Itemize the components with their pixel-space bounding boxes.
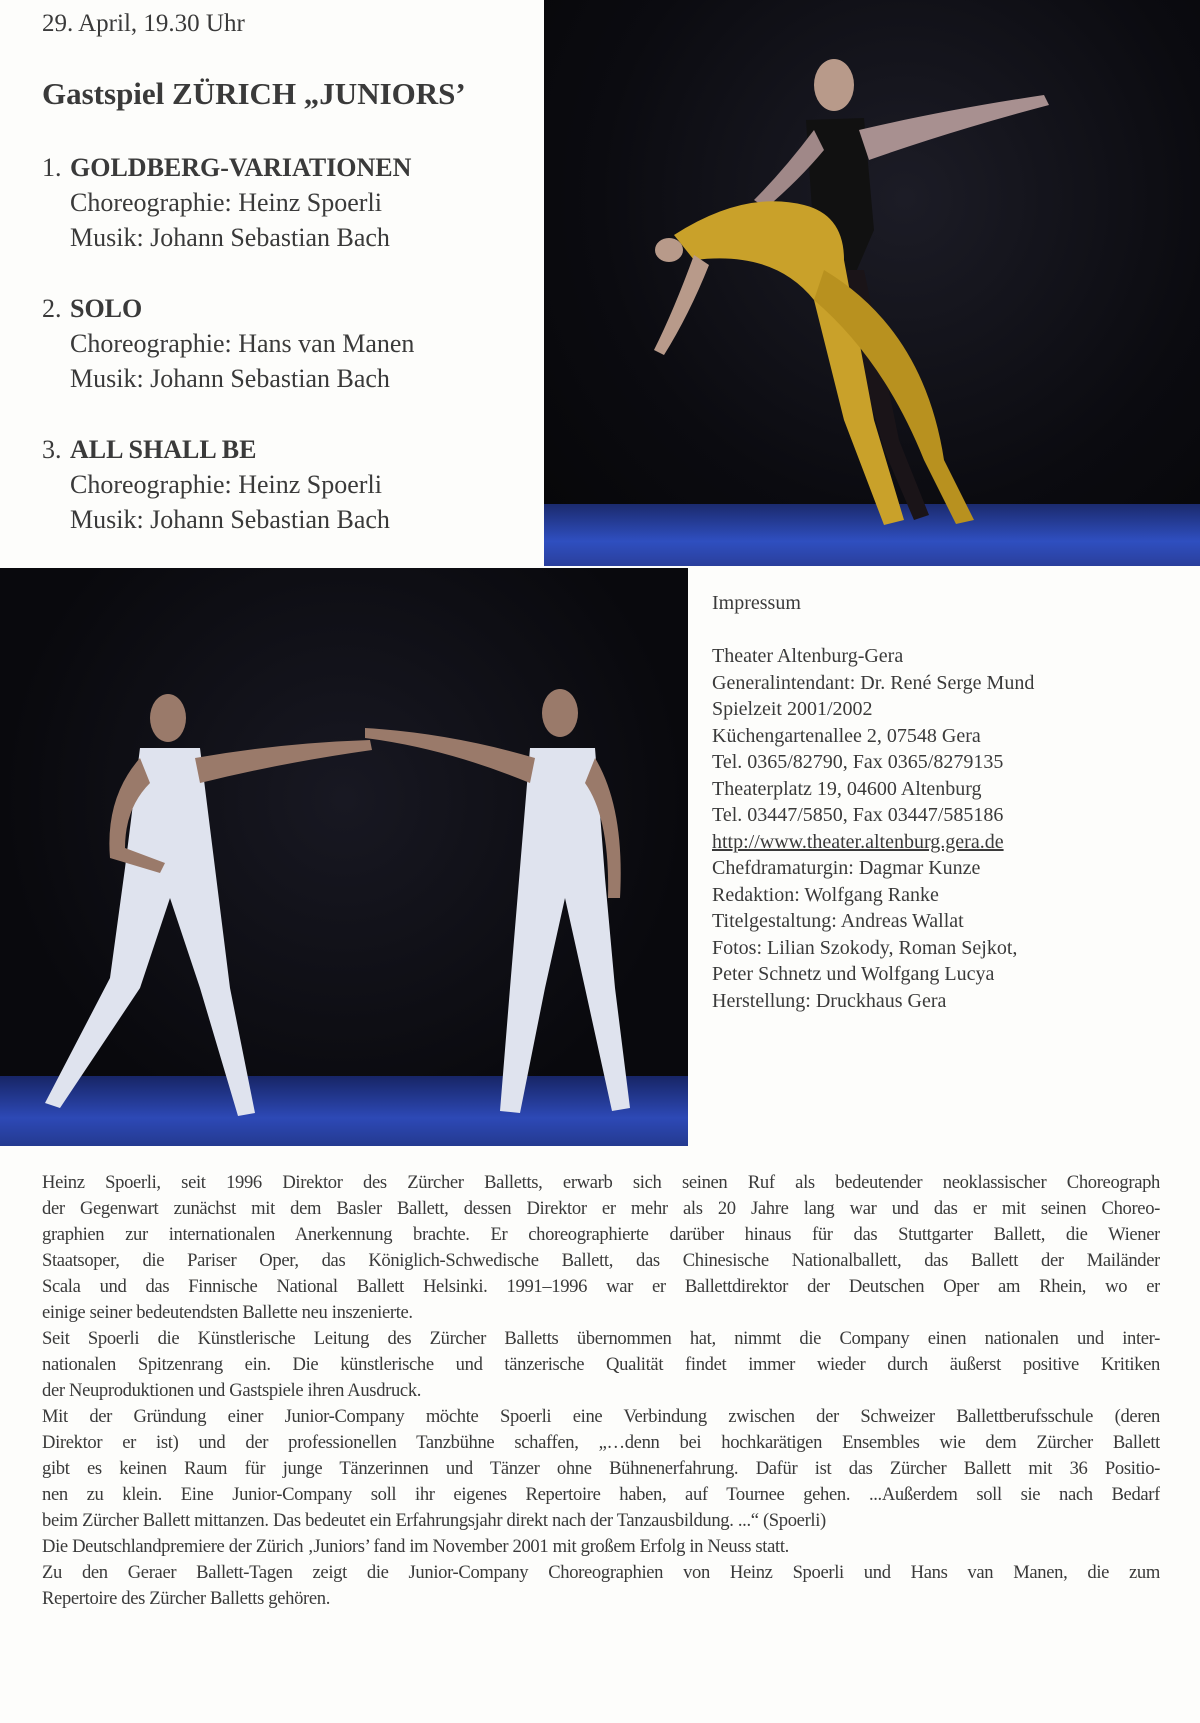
program-number: 2. — [42, 294, 62, 323]
body-text — [42, 1170, 1160, 1612]
impressum-line: Spielzeit 2001/2002 — [712, 698, 873, 720]
impressum-line: Küchengartenallee 2, 07548 Gera — [712, 724, 981, 747]
theater-website-link[interactable]: http://www.theater.altenburg.gera.de — [712, 830, 1004, 853]
body-line: Seit Spoerli die Künstlerische Leitung des Zürcher Balletts übernommen hat, nimmt die Company einen nationalen und inter- — [42, 1328, 1160, 1349]
body-line: Scala und das Finnische National Ballett Helsinki. 1991–1996 war er Ballettdirektor der Deutschen Oper am Rhein, wo er — [42, 1276, 1160, 1297]
body-line: beim Zürcher Ballett mittanzen. Das bedeutet ein Erfahrungsjahr direkt nach der Tanzausbildung. ...“ (Spoerli) — [42, 1510, 826, 1531]
body-line: Direktor er ist) und der professionellen Tanzbühne schaffen, „…denn bei hochkarätigen Ensembles wie dem Zürcher Ballett — [42, 1432, 1160, 1453]
body-line: Die Deutschlandpremiere der Zürich ‚Juniors’ fand im November 2001 mit großem Erfolg in Neuss statt. — [42, 1536, 789, 1557]
impressum-line: Peter Schnetz und Wolfgang Lucya — [712, 963, 995, 985]
impressum-line: Theater Altenburg-Gera — [712, 645, 904, 667]
body-line: Mit der Gründung einer Junior-Company möchte Spoerli eine Verbindung zwischen der Schweizer Ballettberufsschule (deren — [42, 1406, 1160, 1427]
impressum-line: Tel. 03447/5850, Fax 03447/585186 — [712, 804, 1004, 826]
program-name: SOLO — [70, 294, 143, 323]
body-line: einige seiner bedeutendsten Ballette neu inszenierte. — [42, 1302, 413, 1323]
program-item-3 — [42, 432, 390, 537]
impressum-line: Fotos: Lilian Szokody, Roman Sejkot, — [712, 936, 1018, 959]
program-number: 3. — [42, 435, 62, 464]
impressum-line: Generalintendant: Dr. René Serge Mund — [712, 671, 1035, 694]
program-number: 1. — [42, 153, 62, 182]
program-item-2 — [42, 291, 414, 396]
impressum-line: Chefdramaturgin: Dagmar Kunze — [712, 857, 981, 879]
dance-photo-duet — [544, 0, 1200, 566]
impressum-line: Herstellung: Druckhaus Gera — [712, 989, 947, 1012]
impressum — [712, 590, 1034, 1014]
program-music: Musik: Johann Sebastian Bach — [70, 505, 390, 534]
program-music: Musik: Johann Sebastian Bach — [70, 223, 390, 252]
dance-photo-two-men — [0, 568, 688, 1146]
program-choreography: Choreographie: Heinz Spoerli — [70, 470, 382, 499]
impressum-line: Titelgestaltung: Andreas Wallat — [712, 910, 964, 932]
body-line: gibt es keinen Raum für junge Tänzerinnen und Tänzer ohne Bühnenerfahrung. Dafür ist das Zürcher Ballett mit 36 Positio- — [42, 1458, 1160, 1479]
impressum-line: Theaterplatz 19, 04600 Altenburg — [712, 777, 982, 800]
body-line: graphien zur internationalen Anerkennung brachte. Er choreographierte darüber hinaus für das Stuttgarter Ballett, die Wiener — [42, 1224, 1160, 1245]
impressum-line: Redaktion: Wolfgang Ranke — [712, 883, 939, 906]
body-line: nen zu klein. Eine Junior-Company soll ihr eigenes Repertoire haben, auf Tournee gehen. ...Außerdem soll sie nach Bedarf — [42, 1484, 1160, 1505]
program-name: GOLDBERG-VARIATIONEN — [70, 153, 412, 182]
page-title: Gastspiel ZÜRICH „JUNIORS’ — [42, 76, 466, 111]
body-line: Repertoire des Zürcher Balletts gehören. — [42, 1588, 331, 1609]
body-line: Staatsoper, die Pariser Oper, das Königlich-Schwedische Ballett, das Chinesische Nationalballett, das Ballett der Mailänder — [42, 1250, 1160, 1271]
body-line: nationalen Spitzenrang ein. Die künstlerische und tänzerische Qualität findet immer wieder durch äußerst positive Kritiken — [42, 1354, 1160, 1375]
body-line: Zu den Geraer Ballett-Tagen zeigt die Junior-Company Choreographien von Heinz Spoerli und Hans van Manen, die zum — [42, 1562, 1160, 1583]
impressum-heading: Impressum — [712, 592, 801, 614]
impressum-line: Tel. 0365/82790, Fax 0365/8279135 — [712, 751, 1004, 773]
program-item-1 — [42, 150, 411, 255]
program-music: Musik: Johann Sebastian Bach — [70, 364, 390, 393]
program-name: ALL SHALL BE — [70, 435, 257, 464]
body-line: der Gegenwart zunächst mit dem Basler Ballett, dessen Direktor er mehr als 20 Jahre lang war und das er mit seinen Choreo- — [42, 1198, 1160, 1219]
body-line: Heinz Spoerli, seit 1996 Direktor des Zürcher Balletts, erwarb sich seinen Ruf als bedeutender neoklassischer Choreograph — [42, 1172, 1160, 1193]
performance-date: 29. April, 19.30 Uhr — [42, 10, 245, 37]
body-line: der Neuproduktionen und Gastspiele ihren Ausdruck. — [42, 1380, 422, 1401]
program-choreography: Choreographie: Hans van Manen — [70, 329, 415, 358]
program-choreography: Choreographie: Heinz Spoerli — [70, 188, 382, 217]
